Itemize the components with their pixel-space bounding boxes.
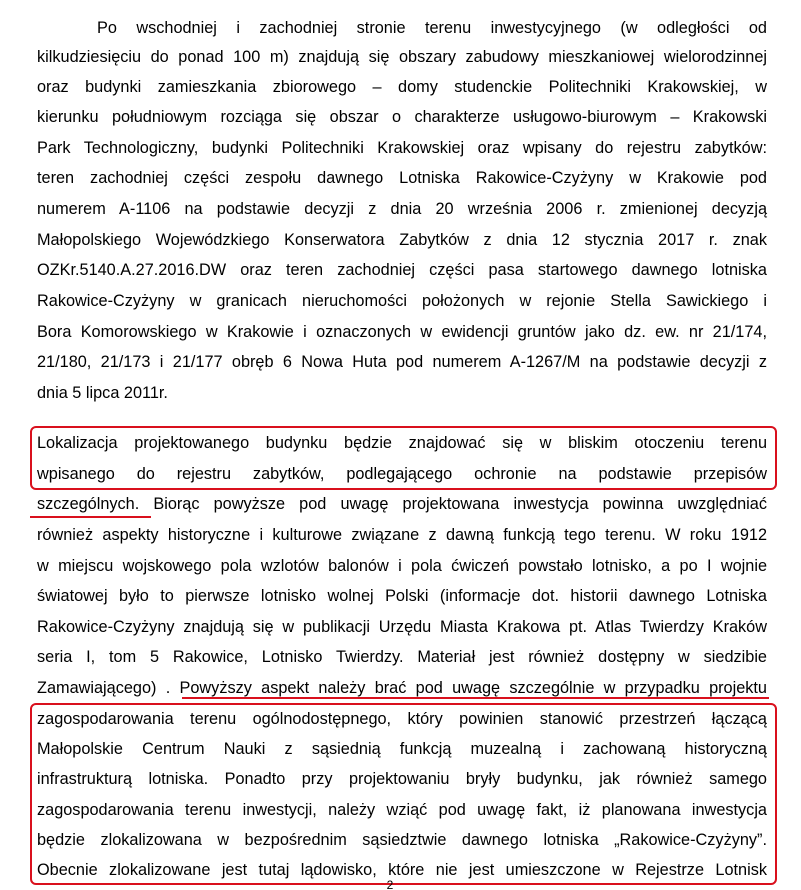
paragraph-1-line: numerem A-1106 na podstawie decyzji z dnia 20 września 2006 r. zmienionej decyzją [37,200,767,218]
paragraph-2-line: wpisanego do rejestru zabytków, podlegającego ochronie na podstawie przepisów [37,465,767,483]
highlight-underline-szczegolnych [30,516,151,518]
paragraph-2-line: Małopolskie Centrum Nauki z sąsiednią funkcją muzealną i zachowaną historyczną [37,740,767,758]
paragraph-2-line: Lokalizacja projektowanego budynku będzie znajdować się w bliskim otoczeniu terenu [37,434,767,452]
paragraph-2-line: seria I, tom 5 Rakowice, Lotnisko Twierdzy. Materiał jest również dostępny w siedzibie [37,648,767,666]
paragraph-2-line: również aspekty historyczne i kulturowe związane z dawną funkcją tego terenu. W roku 1912 [37,526,767,544]
paragraph-1-line: OZKr.5140.A.27.2016.DW oraz teren zachodniej części pasa startowego dawnego lotniska [37,261,767,279]
paragraph-2-line: Rakowice-Czyżyny znajdują się w publikacji Urzędu Miasta Krakowa pt. Atlas Twierdzy Kraków [37,618,767,636]
paragraph-1-line: Bora Komorowskiego w Krakowie i oznaczonych w ewidencji gruntów jako dz. ew. nr 21/174, [37,323,767,341]
paragraph-1-line: teren zachodniej części zespołu dawnego Lotniska Rakowice-Czyżyny w Krakowie pod [37,169,767,187]
paragraph-1-line: Park Technologiczny, budynki Politechniki Krakowskiej oraz wpisany do rejestru zabytków: [37,139,767,157]
paragraph-1-line: Rakowice-Czyżyny w granicach nieruchomości położonych w rejonie Stella Sawickiego i [37,292,767,310]
paragraph-1-line: oraz budynki zamieszkania zbiorowego – domy studenckie Politechniki Krakowskiej, w [37,78,767,96]
paragraph-2-line: zagospodarowania terenu inwestycji, należy wziąć pod uwagę fakt, iż planowana inwestycja [37,801,767,819]
paragraph-1-line: kierunku południowym rozciąga się obszar o charakterze usługowo-biurowym – Krakowski [37,108,767,126]
paragraph-2-line: będzie zlokalizowana w bezpośrednim sąsiedztwie dawnego lotniska „Rakowice-Czyżyny”. [37,831,767,849]
paragraph-1-line: Po wschodniej i zachodniej stronie terenu inwestycyjnego (w odległości od [97,19,767,37]
highlight-box-top [30,426,777,490]
highlight-box-bottom [30,703,777,885]
paragraph-2-line: szczególnych. Biorąc powyższe pod uwagę projektowana inwestycja powinna uwzględniać [37,495,767,513]
paragraph-1-line: Małopolskiego Wojewódzkiego Konserwatora Zabytków z dnia 12 stycznia 2017 r. znak [37,231,767,249]
paragraph-2-line: w miejscu wojskowego pola wzlotów balonów i pola ćwiczeń powstało lotnisko, a po I wojnie [37,557,767,575]
paragraph-1-line: kilkudziesięciu do ponad 100 m) znajdują się obszary zabudowy mieszkaniowej wielorodzinnej [37,48,767,66]
paragraph-1-line: dnia 5 lipca 2011r. [37,384,168,402]
paragraph-1-line: 21/180, 21/173 i 21/177 obręb 6 Nowa Huta pod numerem A-1267/M na podstawie decyzji z [37,353,767,371]
paragraph-2-line: światowej było to pierwsze lotnisko wolnej Polski (informacje dot. historii dawnego Lotniska [37,587,767,605]
paragraph-2-line: Obecnie zlokalizowane jest tutaj lądowisko, które nie jest umieszczone w Rejestrze Lotnisk [37,861,767,879]
paragraph-2-line: Zamawiającego) . Powyższy aspekt należy brać pod uwagę szczególnie w przypadku projektu [37,679,767,697]
highlight-underline-aspekt [182,697,769,699]
page-number: 2 [386,880,394,890]
paragraph-2-line: zagospodarowania terenu ogólnodostępnego, który powinien stanowić przestrzeń łączącą [37,710,767,728]
paragraph-2-line: infrastrukturą lotniska. Ponadto przy projektowaniu bryły budynku, jak również samego [37,770,767,788]
